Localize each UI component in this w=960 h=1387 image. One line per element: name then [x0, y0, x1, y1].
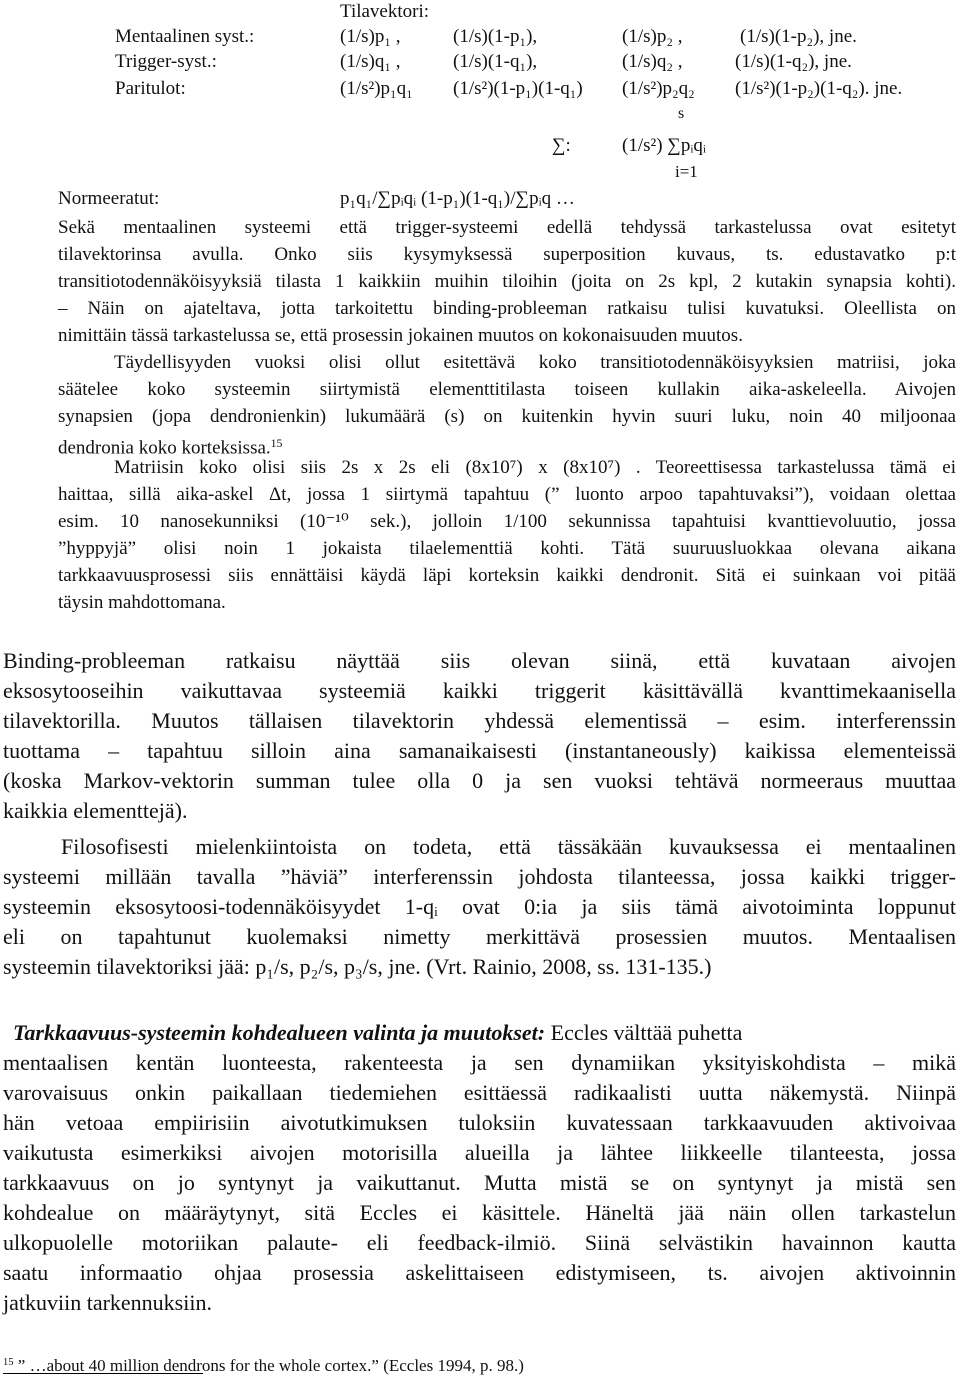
section-heading: Tarkkaavuus-systeemin kohdealueen valinta ja muutokset:: [13, 1020, 546, 1045]
text-line: esim. 10 nanosekunniksi (10⁻¹⁰ sek.), jolloin 1/100 sekunnissa tapahtuisi kvanttievoluutio, jossa: [58, 511, 956, 532]
text-line: systeemin eksosytoosi-todennäköisyydet 1-qᵢ ovat 0:ia ja siis tämä aivotoiminta loppunut: [3, 894, 956, 919]
text-line: vaikutusta esimerkiksi aivojen motorisilla alueilla ja lähtee liikkeelle tilanteesta, jossa: [3, 1140, 956, 1165]
text-line: haittaa, sillä aika-askel Δt, jossa 1 siirtymä tapahtuu (” luonto arpoo tapahtuvaksi”), voidaan olettaa: [58, 484, 956, 505]
text-line: Filosofisesti mielenkiintoista on todeta, että tässäkään kuvauksessa ei mentaalinen: [61, 834, 956, 859]
cell: (1/s)(1-q₁),: [453, 51, 538, 72]
cell: (1/s²)p₂q₂: [622, 78, 695, 99]
text-line: jatkuviin tarkennuksiin.: [3, 1290, 212, 1315]
normeeratut-expression: p₁q₁/∑pᵢqᵢ (1-p₁)(1-q₁)/∑pᵢq …: [340, 188, 575, 209]
row-label-paritulot: Paritulot:: [115, 78, 186, 99]
paragraph-6: [3, 1018, 956, 1318]
paragraph-4: [3, 646, 956, 826]
cell: (1/s²)(1-p₁)(1-q₁): [453, 78, 583, 99]
text-line: varovaisuus onkin paikallaan tiedemiehen esittäessä radikaalisti uutta näkemystä. Niinpä: [3, 1080, 956, 1105]
sum-bottom-index: i=1: [675, 162, 698, 181]
text-line: – Näin on ajateltava, jotta tarkoitettu binding-probleeman ratkaisu tulisi kuvatuksi. Oleellista on: [58, 298, 956, 319]
text-line: kohdealue on määräytynyt, sitä Eccles ei käsittele. Häneltä jää näin ollen tarkastelun: [3, 1200, 956, 1225]
cell: (1/s²)(1-p₂)(1-q₂). jne.: [735, 78, 903, 99]
text-line: täysin mahdottomana.: [58, 592, 226, 613]
text-line: ulkopuolelle motoriikan palaute- eli feedback-ilmiö. Siinä selvästikin havainnon kautta: [3, 1230, 956, 1255]
text-line: synapsien (jopa dendronienkin) lukumäärä (s) on kuitenkin hyvin suuri luku, noin 40 miljoonaa: [58, 406, 956, 427]
footnote-mark: 15: [3, 1357, 14, 1369]
paragraph-3: [58, 454, 956, 616]
text-line: tuottama – tapahtuu silloin aina samanaikaisesti (instantaneously) kaikissa elementeissä: [3, 738, 956, 763]
paragraph-5: [3, 832, 956, 982]
paragraph-2: [58, 349, 956, 461]
text-fragment: dendronia koko korteksissa.: [58, 437, 271, 459]
cell: (1/s)q₂ ,: [622, 51, 683, 72]
text-line: [3, 1018, 956, 1048]
text-line: kaikkia elementtejä).: [3, 798, 188, 823]
text-line: (koska Markov-vektorin summan tulee olla 0 ja sen vuoksi tehtävä normeeraus muuttaa: [3, 768, 956, 793]
text-line: mentaalisen kentän luonteesta, rakenteesta ja sen dynamiikan yksityiskohdista – mikä: [3, 1050, 956, 1075]
cell: (1/s)p₂ ,: [622, 26, 683, 47]
sum-top-index: s: [678, 105, 685, 122]
text-line: systeemi millään tavalla ”häviä” interferenssin johdosta tilanteessa, jossa kaikki trigger-: [3, 864, 956, 889]
text-line: Matriisin koko olisi siis 2s x 2s eli (8x10⁷) x (8x10⁷) . Teoreettisessa tarkastelussa tämä ei: [114, 457, 956, 478]
cell: (1/s)(1-p₁),: [453, 26, 538, 47]
text-line: hän vetoaa empiirisiin aivotutkimuksen tuloksiin kuvatessaan tarkkaavuuden aktivoivaa: [3, 1110, 956, 1135]
cell: (1/s)(1-q₂), jne.: [735, 51, 852, 72]
text-fragment: Eccles välttää puhetta: [550, 1020, 743, 1045]
text-line: ”hyppyjä” olisi noin 1 jokaista tilaelementtiä kohti. Tätä suuruusluokkaa olevana aikana: [58, 538, 956, 559]
cell: (1/s)p₁ ,: [340, 26, 401, 47]
cell: (1/s)(1-p₂), jne.: [740, 26, 857, 47]
sum-symbol: ∑:: [552, 135, 571, 156]
cell: (1/s)q₁ ,: [340, 51, 401, 72]
text-line: saatu informaatio ohjaa prosessia askelittaiseen edistymiseen, ts. aivojen aktivoinnin: [3, 1260, 956, 1285]
cell: (1/s²)p₁q₁: [340, 78, 413, 99]
text-line: nimittäin tässä tarkastelussa se, että prosessin jokainen muutos on kokonaisuuden muutos.: [58, 325, 743, 346]
text-line: transitiotodennäköisyyksiä tilasta 1 kaikkiin muihin tiloihin (joita on 2s kpl, 2 kutakin synapsia kohti).: [58, 271, 956, 292]
text-line: tarkkaavuus on jo syntynyt ja vaikuttanut. Mutta mistä se on syntynyt ja mistä sen: [3, 1170, 956, 1195]
text-line: eli on tapahtunut kuolemaksi nimetty merkittävä prosessien muutos. Mentaalisen: [3, 924, 956, 949]
sum-expression: (1/s²) ∑pᵢqᵢ: [622, 135, 707, 156]
text-line: säätelee koko systeemin siirtymistä elementtitilasta toiseen kullakin aika-askeleella. Aivojen: [58, 379, 956, 400]
row-label-mentaalinen: Mentaalinen syst.:: [115, 26, 255, 47]
table-header: Tilavektori:: [340, 1, 430, 22]
row-label-trigger: Trigger-syst.:: [115, 51, 217, 72]
text-line: tilavektorinsa avulla. Onko siis kysymyksessä superposition kuvaus, ts. edustavatko p:t: [58, 244, 956, 265]
text-line: systeemin tilavektoriksi jää: p₁/s, p₂/s, p₃/s, jne. (Vrt. Rainio, 2008, ss. 131-135.): [3, 954, 712, 979]
normeeratut-label: Normeeratut:: [58, 188, 160, 209]
text-line: Sekä mentaalinen systeemi että trigger-systeemi edellä tehdyssä tarkastelussa ovat esitetyt: [58, 217, 956, 238]
text-line: tilavektorilla. Muutos tällaisen tilavektorin yhdessä elementissä – esim. interferenssin: [3, 708, 956, 733]
footnote: [3, 1356, 524, 1376]
footnote-ref: 15: [270, 437, 283, 450]
text-line: Binding-probleeman ratkaisu näyttää siis olevan siinä, että kuvataan aivojen: [3, 648, 956, 673]
text-line: eksosytooseihin vaikuttavaa systeemiä kaikki triggerit käsittävällä kvanttimekaanisella: [3, 678, 956, 703]
text-line: Täydellisyyden vuoksi olisi ollut esitettävä koko transitiotodennäköisyyksien matriisi, joka: [114, 352, 956, 373]
text-line: tarkkaavuusprosessi siis ennättäisi käydä läpi korteksin kaikki dendronit. Sitä ei suinkaan voi pitää: [58, 565, 956, 586]
paragraph-1: [58, 214, 956, 349]
footnote-text: ” …about 40 million dendrons for the whole cortex.” (Eccles 1994, p. 98.): [17, 1356, 524, 1375]
